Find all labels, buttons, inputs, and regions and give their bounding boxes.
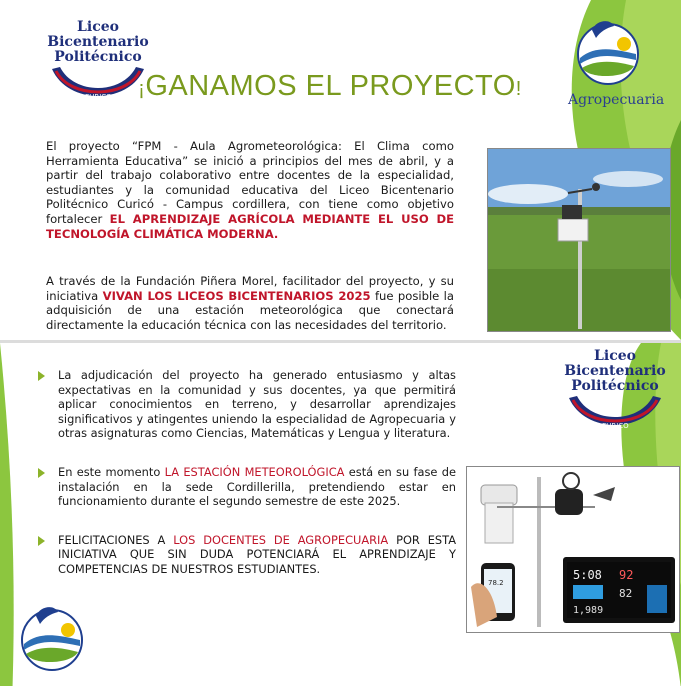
foundation-text-before: A través de la Fundación Piñera Morel, facilitador del proyecto, y su iniciativa — [46, 274, 454, 303]
console-temp: 92 — [619, 568, 634, 582]
bullet-arrow-icon — [38, 536, 45, 546]
bullet-item-adjudication — [38, 368, 456, 441]
school-name-line1-2: Liceo Bicentenario — [564, 348, 666, 379]
bullet-text: La adjudicación del proyecto ha generado entusiasmo y altas expectativas en la comunidad y sus docentes, ya que permitirá aplicar conocimientos en terreno, y desarrollar aprendizajes significativos y atingentes uniendo la especialidad de Agropecuaria y otras asignaturas como Ciencias, Matemáticas y Lengua y literatura. — [58, 368, 456, 441]
title-close: ! — [515, 78, 522, 100]
school-logo-2 — [550, 349, 680, 436]
slide-1 — [0, 0, 681, 340]
bullet-item-installation — [38, 465, 456, 509]
bullet-highlight: LA ESTACIÓN METEOROLÓGICA — [164, 464, 345, 479]
bullet-text-before: FELICITACIONES A — [58, 532, 166, 547]
bullet-list — [38, 368, 456, 601]
school-name-line1: Liceo Bicentenario — [47, 19, 149, 50]
intro-paragraph — [46, 139, 454, 241]
intro-highlight: EL APRENDIZAJE AGRÍCOLA MEDIANTE EL USO DE TECNOLOGÍA CLIMÁTICA MODERNA. — [46, 211, 455, 241]
bullet-highlight: LOS DOCENTES DE AGROPECUARIA — [173, 532, 389, 547]
console-humidity: 82 — [619, 587, 633, 600]
slide-2 — [0, 343, 681, 686]
school-crest-icon — [565, 394, 665, 436]
crest-ribbon-text-2: CURICO — [601, 422, 629, 430]
school-name-line2-2: Politécnico — [571, 378, 659, 394]
bullet-text-after: POR ESTA INICIATIVA QUE SIN DUDA POTENCIARÁ EL APRENDIZAJE Y COMPETENCIAS DE NUESTROS ESTUDIANTES. — [58, 532, 457, 576]
school-name-line2: Politécnico — [54, 49, 142, 65]
foundation-highlight: VIVAN LOS LICEOS BICENTENARIOS 2025 — [102, 288, 371, 303]
console-pressure: 1,989 — [573, 605, 604, 616]
crest-ribbon-text: CURICO — [84, 93, 112, 101]
weather-station-kit-photo — [466, 466, 680, 633]
bullet-text-before: En este momento — [58, 464, 161, 479]
intro-text: El proyecto “FPM - Aula Agrometeorológica: El Clima como Herramienta Educativa” se inició a principios del mes de abril, y a partir del trabajo colaborativo entre docentes de la especialidad, estudiantes y la comunidad educativa del Liceo Bicentenario Politécnico Curicó - Campus cordillera, con tiene como objetivo fortalecer — [46, 139, 454, 226]
phone-temp: 78.2 — [488, 579, 504, 587]
title-main: GANAMOS EL PROYECTO — [145, 70, 516, 102]
weather-station-field-photo — [487, 148, 671, 332]
bullet-arrow-icon — [38, 371, 45, 381]
bullet-text-after: está en su fase de instalación en la sede Cordillerilla, pretendiendo estar en funcionamiento durante el segundo semestre de este 2025. — [58, 464, 456, 509]
agropecuaria-logo-2 — [12, 598, 92, 680]
agropecuaria-logo — [568, 14, 665, 108]
bullet-arrow-icon — [38, 468, 45, 478]
title-open: ¡ — [138, 78, 146, 100]
console-time: 5:08 — [573, 568, 602, 582]
page-title — [120, 70, 540, 103]
foundation-text-after: fue posible la adquisición de una estación meteorológica que conectará directamente la educación técnica con las necesidades del territorio. — [46, 288, 455, 332]
agropecuaria-logo-icon — [16, 598, 88, 676]
foundation-paragraph — [46, 274, 454, 332]
agropecuaria-label: Agropecuaria — [568, 92, 665, 108]
agropecuaria-logo-icon — [572, 14, 644, 86]
bullet-item-congratulations — [38, 533, 456, 577]
